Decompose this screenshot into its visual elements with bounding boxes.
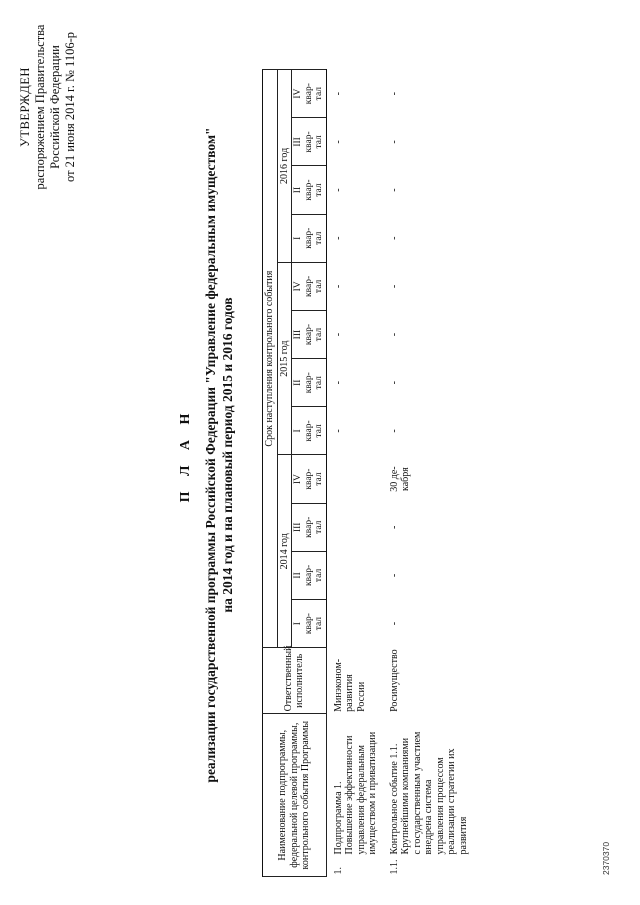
quarter-header: I квар- тал <box>292 214 327 262</box>
approval-line: распоряжением Правительства <box>33 24 47 190</box>
year-header: 2016 год <box>277 70 292 263</box>
deadline-cell: 30 де- кабря <box>388 466 411 492</box>
approval-line: Российской Федерации <box>48 45 62 169</box>
deadline-cell: - <box>332 236 344 240</box>
row-name: Подпрограмма 1. Повышение эффективности управления федеральным имуществом и приватизации <box>332 731 378 855</box>
deadline-cell: - <box>388 621 400 626</box>
table-row <box>326 70 383 877</box>
deadline-header: Срок наступления контрольного события <box>263 70 278 648</box>
deadline-cell <box>326 455 383 503</box>
quarter-header: II квар- тал <box>292 551 327 599</box>
deadline-cell: - <box>388 91 400 96</box>
plan-subtitle-line: на 2014 год и на плановый период 2015 и 2016 годов <box>220 297 235 613</box>
name-column-header: Наименование подпрограммы, федеральной целевой программы, контрольного события Программы <box>263 714 327 877</box>
row-number: 1. <box>332 867 344 875</box>
deadline-cell: - <box>332 91 344 96</box>
deadline-cell: - <box>332 381 344 385</box>
quarter-header: IV квар- тал <box>292 70 327 118</box>
deadline-cell: - <box>388 284 400 289</box>
deadline-cell: - <box>388 140 400 144</box>
deadline-cell: - <box>388 381 400 385</box>
deadline-cell: - <box>332 188 344 192</box>
approval-date-line: от 21 июня 2014 г. № 1106-р <box>63 32 77 182</box>
document-title-block <box>178 65 236 845</box>
deadline-cell <box>326 551 383 599</box>
row-number: 1.1. <box>388 859 400 875</box>
plan-title: П Л А Н <box>178 407 193 503</box>
row-name: Контрольное событие 1.1. Крупнейшими компаниями с государственным участием внедрена система управления процессом реализации стратегии их развития <box>388 731 469 855</box>
plan-table <box>262 69 473 877</box>
year-header: 2014 год <box>277 455 292 648</box>
document-number: 2370370 <box>601 841 611 875</box>
deadline-cell: - <box>388 573 400 578</box>
year-header: 2015 год <box>277 262 292 455</box>
approval-title: УТВЕРЖДЕН <box>18 67 32 147</box>
quarter-header: II квар- тал <box>292 166 327 214</box>
deadline-cell: - <box>332 332 344 337</box>
quarter-header: III квар- тал <box>292 310 327 358</box>
executor-column-header: Ответственный исполнитель <box>263 648 327 714</box>
deadline-cell: - <box>332 429 344 433</box>
deadline-cell: - <box>388 429 400 433</box>
quarter-header: IV квар- тал <box>292 262 327 310</box>
deadline-cell: - <box>388 188 400 192</box>
row-executor: Минэконом- развития России <box>332 658 367 712</box>
deadline-cell <box>326 600 383 648</box>
quarter-header: III квар- тал <box>292 118 327 166</box>
deadline-cell <box>326 503 383 551</box>
quarter-header: III квар- тал <box>292 503 327 551</box>
quarter-header: I квар- тал <box>292 600 327 648</box>
deadline-cell: - <box>332 140 344 144</box>
quarter-header: I квар- тал <box>292 407 327 455</box>
deadline-cell: - <box>388 332 400 337</box>
row-executor: Росимущество <box>388 649 400 712</box>
quarter-header: IV квар- тал <box>292 455 327 503</box>
deadline-cell: - <box>388 525 400 529</box>
approval-stamp <box>18 7 78 207</box>
table-row <box>383 70 474 877</box>
quarter-header: II квар- тал <box>292 359 327 407</box>
deadline-cell: - <box>388 236 400 240</box>
deadline-cell: - <box>332 284 344 289</box>
plan-subtitle-line: реализации государственной программы Российской Федерации "Управление федеральным имуществом" <box>203 127 218 783</box>
